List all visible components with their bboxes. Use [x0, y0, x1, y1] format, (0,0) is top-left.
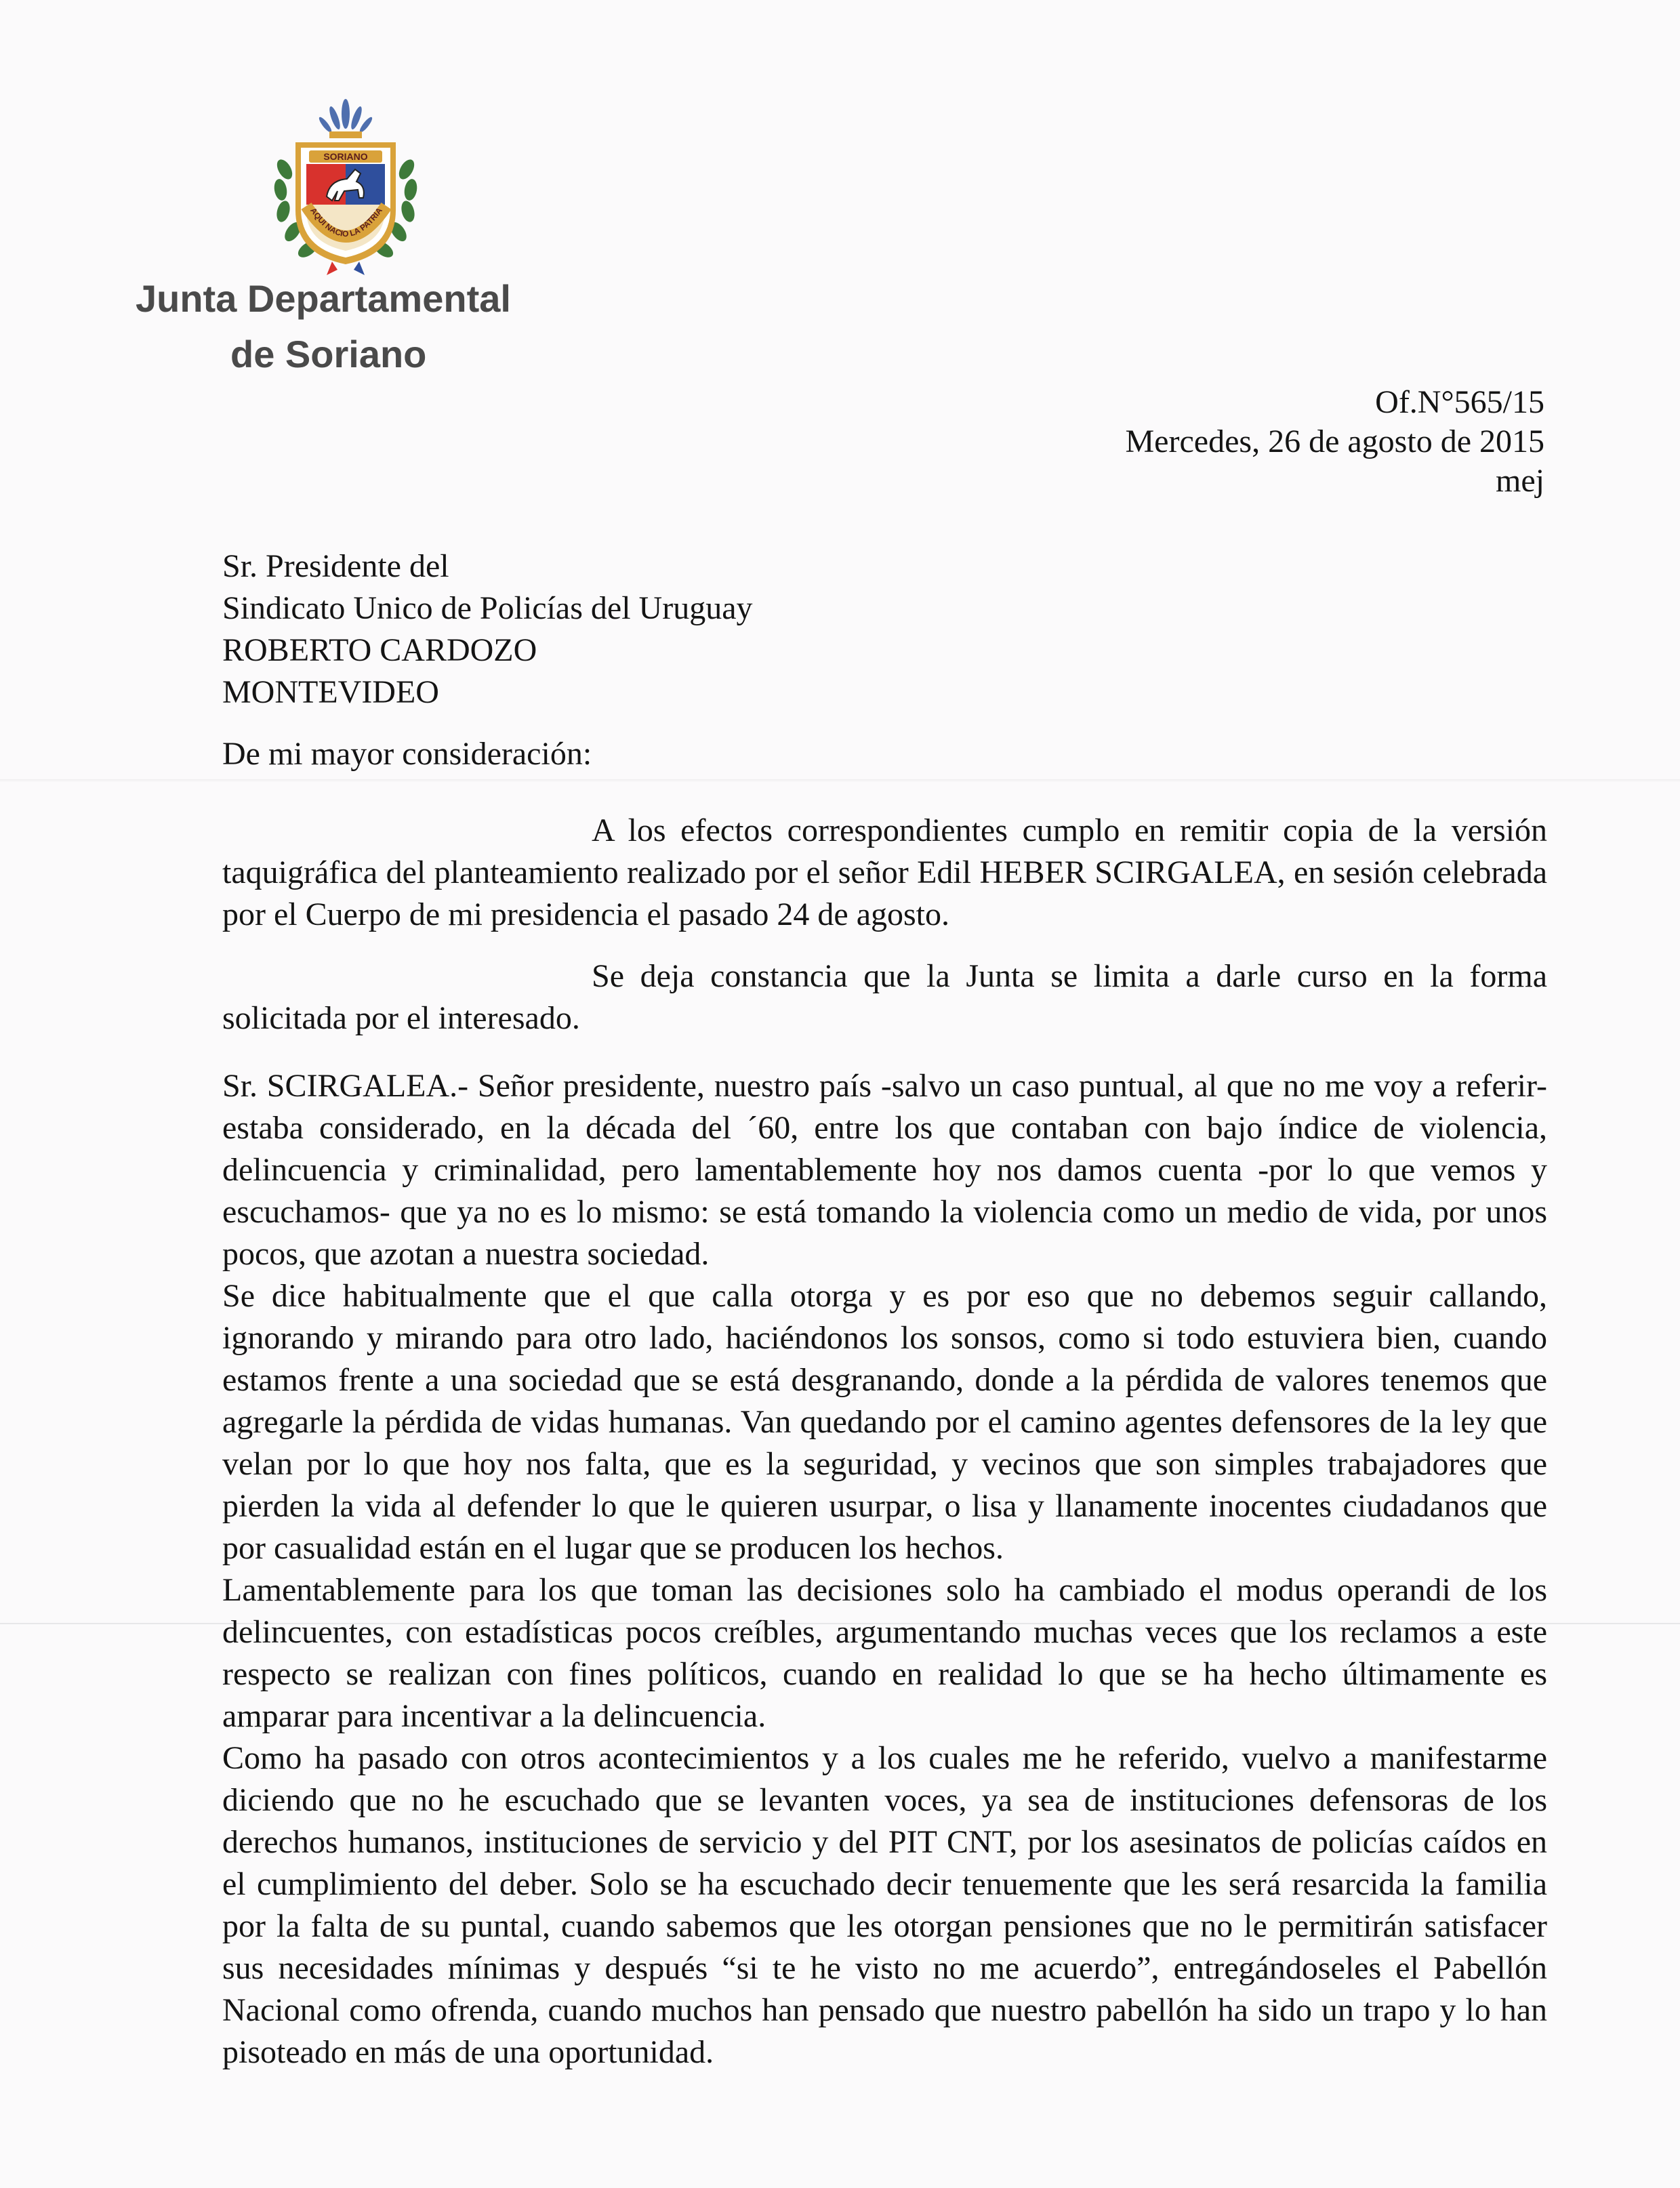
paragraph-4: Se dice habitualmente que el que calla otorga y es por eso que no debemos seguir callando, ignorando y mirando para otro lado, haciéndonos los sonsos, como si todo estuviera bien, cuando estamos frente a una sociedad que se está desgranando, donde a la pérdida de valores tenemos que agregarle la pérdida de vidas humanas. Van quedando por el camino agentes defensores de la ley que velan por lo que hoy nos falta, que es la seguridad, y vecinos que son simples trabajadores que pierden la vida al defender lo que le quieren usurpar, o lisa y llanamente inocentes ciudadanos que por casualidad están en el lugar que se producen los hechos. — [222, 1278, 1547, 1566]
scan-fold-shadow — [0, 779, 1680, 782]
institution-name-line2: de Soriano — [230, 333, 427, 375]
addressee-line4: MONTEVIDEO — [222, 674, 439, 710]
paragraph-2: Se deja constancia que la Junta se limita a darle curso en la forma solicitada por el interesado. — [222, 958, 1547, 1036]
paragraph-3: Sr. SCIRGALEA.- Señor presidente, nuestro país -salvo un caso puntual, al que no me voy a referir- estaba considerado, en la década del ´60, entre los que contaban con bajo índice de violencia, delincuencia y criminalidad, pero lamentablemente hoy nos damos cuenta -por lo que vemos y escuchamos- que ya no es lo mismo: se está tomando la violencia como un medio de vida, por unos pocos, que azotan a nuestra sociedad. — [222, 1068, 1547, 1272]
paragraph-5: Lamentablemente para los que toman las decisiones solo ha cambiado el modus operandi de los delincuentes, con estadísticas pocos creíbles, argumentando muchas veces que los reclamos a este respecto se realizan con fines políticos, cuando en realidad lo que se ha hecho últimamente es amparar para incentivar a la delincuencia. — [222, 1572, 1547, 1734]
paragraph-1: A los efectos correspondientes cumplo en remitir copia de la versión taquigráfica del planteamiento realizado por el señor Edil HEBER SCIRGALEA, en sesión celebrada por el Cuerpo de mi presidencia el pasado 24 de agosto. — [222, 812, 1547, 932]
paragraph-2-container — [222, 955, 1547, 1039]
paragraph-1-container — [222, 810, 1547, 936]
place-date: Mercedes, 26 de agosto de 2015 — [1125, 424, 1544, 459]
reference-block — [1126, 383, 1545, 501]
crest-banner-bottom: AQUI NACIO LA PATRIA — [308, 205, 384, 239]
soriano-crest-seal — [264, 95, 427, 278]
addressee-block — [222, 545, 753, 714]
addressee-line1: Sr. Presidente del — [222, 548, 449, 584]
institution-name-line1: Junta Departamental — [136, 277, 511, 320]
addressee-line3: ROBERTO CARDOZO — [222, 632, 537, 668]
author-initials: mej — [1496, 463, 1544, 499]
addressee-line2: Sindicato Unico de Policías del Uruguay — [222, 590, 753, 626]
salutation: De mi mayor consideración: — [222, 736, 592, 772]
paragraph-6: Como ha pasado con otros acontecimientos y a los cuales me he referido, vuelvo a manifestarme diciendo que no he escuchado que se levanten voces, ya sea de instituciones defensoras de los derechos humanos, instituciones de servicio y del PIT CNT, por los asesinatos de policías caídos en el cumplimiento del deber. Solo se ha escuchado decir tenuemente que les será resarcida la familia por la falta de su puntal, cuando sabemos que les otorgan pensiones que no le permitirán satisfacer sus necesidades mínimas y después “si te he visto no me acuerdo”, entregándoseles el Pabellón Nacional como ofrenda, cuando muchos han pensado que nuestro pabellón ha sido un trapo y lo han pisoteado en más de una oportunidad. — [222, 1740, 1547, 2070]
office-number: Of.N°565/15 — [1375, 384, 1544, 420]
body-main — [222, 1065, 1547, 2073]
crest-banner-top: SORIANO — [323, 151, 368, 162]
